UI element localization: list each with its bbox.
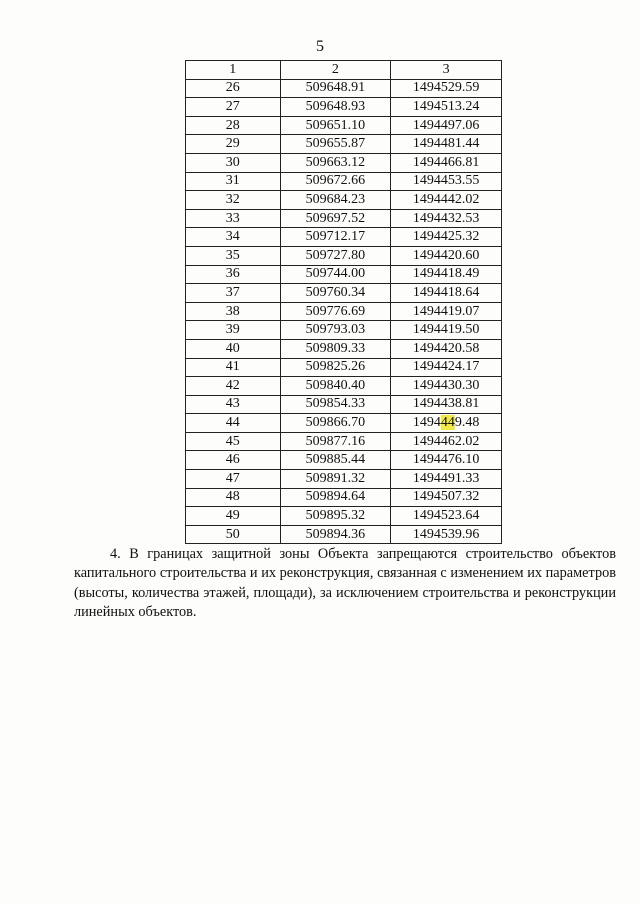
- x-coordinate-cell: 509885.44: [280, 451, 391, 470]
- x-coordinate-cell: 509793.03: [280, 321, 391, 340]
- y-coordinate-cell: 1494462.02: [391, 432, 502, 451]
- table-row: [186, 432, 502, 451]
- table-row: [186, 414, 502, 433]
- point-number-cell: 46: [186, 451, 281, 470]
- point-number-cell: 31: [186, 172, 281, 191]
- table-row: [186, 358, 502, 377]
- y-coordinate-cell: 1494529.59: [391, 79, 502, 98]
- x-coordinate-cell: 509895.32: [280, 507, 391, 526]
- table-row: [186, 451, 502, 470]
- column-header-number: 1: [186, 61, 281, 80]
- point-number-cell: 47: [186, 470, 281, 489]
- table-row: [186, 321, 502, 340]
- y-coordinate-cell: 1494425.32: [391, 228, 502, 247]
- table-row: [186, 488, 502, 507]
- x-coordinate-cell: 509697.52: [280, 209, 391, 228]
- x-coordinate-cell: 509809.33: [280, 339, 391, 358]
- point-number-cell: 28: [186, 116, 281, 135]
- table-row: [186, 377, 502, 396]
- point-number-cell: 35: [186, 246, 281, 265]
- point-number-cell: 48: [186, 488, 281, 507]
- y-coordinate-cell: 1494419.50: [391, 321, 502, 340]
- y-coordinate-cell: 1494481.44: [391, 135, 502, 154]
- table-row: [186, 525, 502, 544]
- point-number-cell: 30: [186, 153, 281, 172]
- table-row: [186, 153, 502, 172]
- table-row: [186, 98, 502, 117]
- table-row: [186, 395, 502, 414]
- table-row: [186, 246, 502, 265]
- point-number-cell: 42: [186, 377, 281, 396]
- table-body: [186, 79, 502, 544]
- table-row: [186, 507, 502, 526]
- table-row: [186, 265, 502, 284]
- y-coordinate-cell: 1494424.17: [391, 358, 502, 377]
- y-coordinate-cell: 1494466.81: [391, 153, 502, 172]
- x-coordinate-cell: 509825.26: [280, 358, 391, 377]
- point-number-cell: 29: [186, 135, 281, 154]
- x-coordinate-cell: 509727.80: [280, 246, 391, 265]
- point-number-cell: 32: [186, 191, 281, 210]
- y-coordinate-cell: 1494418.64: [391, 284, 502, 303]
- point-number-cell: 37: [186, 284, 281, 303]
- point-number-cell: 26: [186, 79, 281, 98]
- x-coordinate-cell: 509760.34: [280, 284, 391, 303]
- table-row: [186, 228, 502, 247]
- table-row: [186, 470, 502, 489]
- point-number-cell: 33: [186, 209, 281, 228]
- point-number-cell: 36: [186, 265, 281, 284]
- y-coordinate-cell: 1494523.64: [391, 507, 502, 526]
- x-coordinate-cell: 509663.12: [280, 153, 391, 172]
- table-row: [186, 135, 502, 154]
- x-coordinate-cell: 509655.87: [280, 135, 391, 154]
- coordinates-table: [185, 60, 502, 544]
- x-coordinate-cell: 509877.16: [280, 432, 391, 451]
- x-coordinate-cell: 509866.70: [280, 414, 391, 433]
- y-coordinate-cell: 1494420.58: [391, 339, 502, 358]
- table-header-row: [186, 61, 502, 80]
- x-coordinate-cell: 509854.33: [280, 395, 391, 414]
- table-row: [186, 339, 502, 358]
- table-row: [186, 302, 502, 321]
- y-coordinate-cell: 1494513.24: [391, 98, 502, 117]
- x-coordinate-cell: 509648.93: [280, 98, 391, 117]
- y-coordinate-cell: 1494449.48: [391, 414, 502, 433]
- point-number-cell: 40: [186, 339, 281, 358]
- table-row: [186, 116, 502, 135]
- column-header-x: 2: [280, 61, 391, 80]
- table-row: [186, 284, 502, 303]
- x-coordinate-cell: 509684.23: [280, 191, 391, 210]
- point-number-cell: 38: [186, 302, 281, 321]
- y-coordinate-cell: 1494432.53: [391, 209, 502, 228]
- y-coordinate-cell: 1494430.30: [391, 377, 502, 396]
- marker-highlight: 44: [440, 415, 455, 431]
- y-coordinate-cell: 1494438.81: [391, 395, 502, 414]
- y-coordinate-cell: 1494497.06: [391, 116, 502, 135]
- point-number-cell: 41: [186, 358, 281, 377]
- point-number-cell: 27: [186, 98, 281, 117]
- x-coordinate-cell: 509651.10: [280, 116, 391, 135]
- y-coordinate-cell: 1494418.49: [391, 265, 502, 284]
- y-coordinate-cell: 1494442.02: [391, 191, 502, 210]
- y-coordinate-cell: 1494491.33: [391, 470, 502, 489]
- x-coordinate-cell: 509672.66: [280, 172, 391, 191]
- table-row: [186, 79, 502, 98]
- point-number-cell: 49: [186, 507, 281, 526]
- point-number-cell: 50: [186, 525, 281, 544]
- x-coordinate-cell: 509776.69: [280, 302, 391, 321]
- x-coordinate-cell: 509712.17: [280, 228, 391, 247]
- table-row: [186, 172, 502, 191]
- x-coordinate-cell: 509891.32: [280, 470, 391, 489]
- x-coordinate-cell: 509894.36: [280, 525, 391, 544]
- y-coordinate-cell: 1494420.60: [391, 246, 502, 265]
- table-row: [186, 191, 502, 210]
- column-header-y: 3: [391, 61, 502, 80]
- restriction-paragraph: 4. В границах защитной зоны Объекта запрещаются строительство объектов капитального строительства и их реконструкция, связанная с изменением их параметров (высоты, количества этажей, площади), за исключением строительства и реконструкции линейных объектов.: [74, 546, 616, 621]
- x-coordinate-cell: 509648.91: [280, 79, 391, 98]
- table-row: [186, 209, 502, 228]
- y-coordinate-cell: 1494507.32: [391, 488, 502, 507]
- page-number: 5: [316, 38, 324, 55]
- y-coordinate-cell: 1494476.10: [391, 451, 502, 470]
- x-coordinate-cell: 509744.00: [280, 265, 391, 284]
- point-number-cell: 45: [186, 432, 281, 451]
- x-coordinate-cell: 509894.64: [280, 488, 391, 507]
- point-number-cell: 43: [186, 395, 281, 414]
- point-number-cell: 34: [186, 228, 281, 247]
- point-number-cell: 44: [186, 414, 281, 433]
- point-number-cell: 39: [186, 321, 281, 340]
- y-coordinate-cell: 1494539.96: [391, 525, 502, 544]
- x-coordinate-cell: 509840.40: [280, 377, 391, 396]
- y-coordinate-cell: 1494453.55: [391, 172, 502, 191]
- y-coordinate-cell: 1494419.07: [391, 302, 502, 321]
